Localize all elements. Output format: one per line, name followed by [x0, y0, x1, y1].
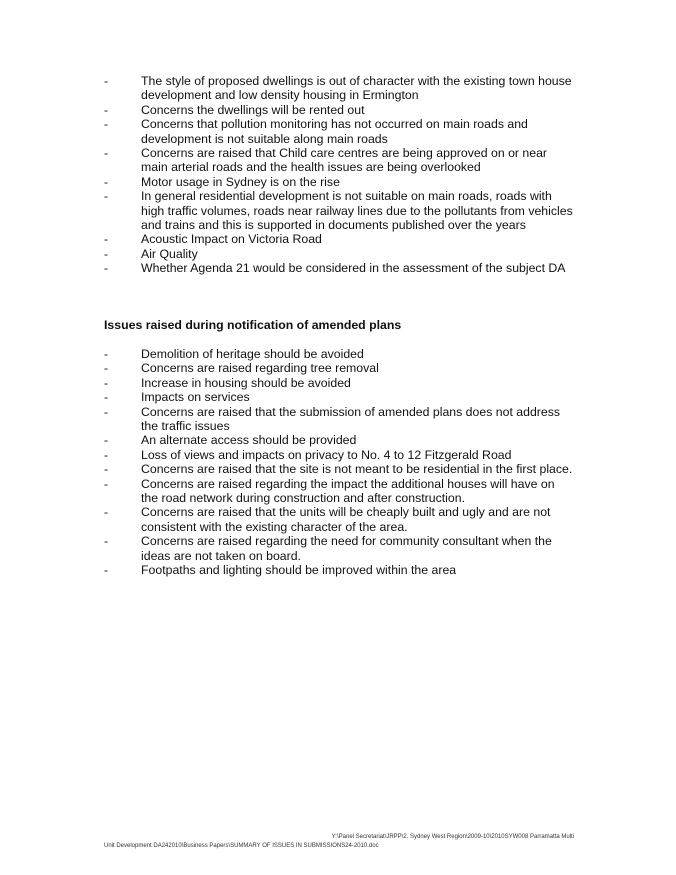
bullet-dash: - — [104, 361, 109, 376]
list-item-text: In general residential development is not suitable on main roads, roads with high traffic volumes, roads near railway lines due to the pollutants from vehicles and trains and this is supported in documents published over the years — [141, 189, 573, 233]
list-item-text: Increase in housing should be avoided — [141, 375, 351, 390]
list-item — [104, 563, 574, 577]
list-item — [104, 74, 574, 103]
list-item-text: The style of proposed dwellings is out of character with the existing town house development and low density housing in Ermington — [141, 74, 572, 103]
bullet-dash: - — [104, 232, 109, 247]
footer-line-2: Unit Development DA242010\Business Papers\SUMMARY OF ISSUES IN SUBMISSIONS24-2010.doc — [104, 843, 379, 849]
list-item-text: Impacts on services — [141, 390, 250, 405]
bullet-dash: - — [104, 375, 109, 390]
list-item-text: Whether Agenda 21 would be considered in the assessment of the subject DA — [141, 261, 566, 276]
bullet-dash: - — [104, 476, 109, 491]
bullet-dash: - — [104, 261, 109, 276]
list-item — [104, 477, 574, 506]
bullet-dash: - — [104, 347, 109, 361]
list-item — [104, 175, 574, 189]
bullet-dash: - — [104, 174, 109, 189]
list-item-text: Concerns are raised that the units will be cheaply built and ugly and are not consistent with the existing character of the area. — [141, 505, 551, 534]
list-item — [104, 361, 574, 375]
list-item — [104, 376, 574, 390]
section-heading: Issues raised during notification of amended plans — [104, 318, 402, 332]
bullet-dash: - — [104, 102, 109, 117]
list-item — [104, 232, 574, 246]
bullet-dash: - — [104, 146, 109, 161]
list-item — [104, 462, 574, 476]
list-item-text: Concerns are raised that the site is not meant to be residential in the first place. — [141, 462, 573, 477]
list-item — [104, 505, 574, 534]
bullet-dash: - — [104, 447, 109, 462]
bullet-dash: - — [104, 534, 109, 549]
list-item-text: Motor usage in Sydney is on the rise — [141, 174, 340, 189]
bullet-dash: - — [104, 505, 109, 520]
file-path-footer — [104, 833, 574, 851]
list-item-text: Concerns are raised regarding tree removal — [141, 361, 379, 376]
list-item — [104, 117, 574, 146]
list-item — [104, 448, 574, 462]
list-item-text: Concerns are raised regarding the impact the additional houses will have on the road network during construction and after construction. — [141, 476, 555, 506]
bullet-dash: - — [104, 117, 109, 132]
bullet-dash: - — [104, 74, 109, 88]
bullet-dash: - — [104, 462, 109, 477]
bullet-dash: - — [104, 189, 109, 204]
bullet-dash: - — [104, 390, 109, 405]
list-item — [104, 405, 574, 434]
list-item-text: Footpaths and lighting should be improved within the area — [141, 563, 457, 578]
bullet-dash: - — [104, 433, 109, 448]
list-item-text: An alternate access should be provided — [141, 433, 357, 448]
list-item-text: Concerns are raised that Child care centres are being approved on or near main arterial roads and the health issues are being overlooked — [141, 146, 548, 175]
bullet-dash: - — [104, 246, 109, 261]
list-item-text: Air Quality — [141, 246, 198, 261]
list-item — [104, 189, 574, 232]
list-item — [104, 433, 574, 447]
list-item — [104, 247, 574, 261]
list-item — [104, 103, 574, 117]
list-item — [104, 146, 574, 175]
list-item — [104, 261, 574, 275]
list-item — [104, 347, 574, 361]
list-item-text: Concerns are raised regarding the need for community consultant when the ideas are not taken on board. — [141, 534, 552, 563]
list-item — [104, 390, 574, 404]
bullet-dash: - — [104, 563, 109, 578]
footer-line-1: Y:\Panel Secretariat\JRPP\2. Sydney West Region\2009-10\2010SYW008 Parramatta Multi — [331, 834, 574, 840]
list-item-text: Demolition of heritage should be avoided — [141, 347, 364, 361]
list-item-text: Concerns are raised that the submission of amended plans does not address the traffic issues — [141, 404, 561, 434]
list-item — [104, 534, 574, 563]
bullet-dash: - — [104, 404, 109, 419]
list-item-text: Acoustic Impact on Victoria Road — [141, 232, 322, 247]
issues-list-original — [104, 74, 574, 276]
list-item-text: Concerns that pollution monitoring has not occurred on main roads and development is not suitable along main roads — [141, 117, 528, 146]
list-item-text: Loss of views and impacts on privacy to No. 4 to 12 Fitzgerald Road — [141, 447, 512, 462]
list-item-text: Concerns the dwellings will be rented out — [141, 102, 365, 117]
issues-list-amended-plans — [104, 347, 574, 578]
